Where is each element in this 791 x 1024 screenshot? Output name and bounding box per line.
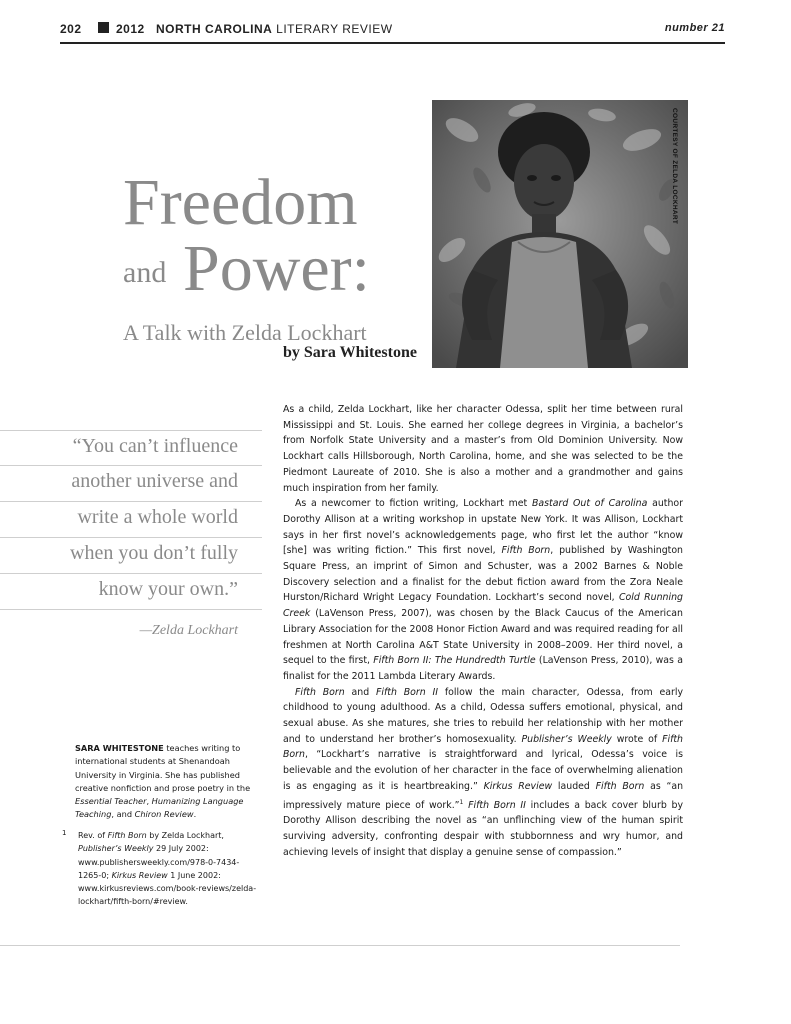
subtitle: A Talk with Zelda Lockhart xyxy=(123,320,367,345)
publication-title: Publisher’s Weekly xyxy=(78,844,154,854)
book-title: Fifth Born II xyxy=(468,799,526,811)
pull-quote-line: know your own.” xyxy=(0,574,262,610)
author-bio xyxy=(75,742,257,822)
publication-title: Kirkus Review xyxy=(483,780,553,792)
text-run: wrote of xyxy=(611,733,663,745)
footnote-url[interactable]: 1 June 2002: www.kirkusreviews.com/book-reviews/zelda-lockhart/fifth-born/#review. xyxy=(78,870,257,907)
pull-quote-line: when you don’t fully xyxy=(0,538,262,574)
bottom-rule xyxy=(0,945,680,946)
footnote-url[interactable]: 29 July 2002: www.publishersweekly.com/978-0-7434-1265-0; xyxy=(78,844,240,880)
pull-quote-attribution: —Zelda Lockhart xyxy=(139,623,238,638)
text-run: , published by Washington Square Press, an imprint of Simon and Schuster, was a 2002 Barnes & Noble Discovery selection and a finalist for the debut fiction award from the Zora Neale Hurston/Richard Wright Legacy Foundation. Lockhart’s second novel, xyxy=(283,545,684,604)
photo-credit xyxy=(668,108,680,258)
author-photo xyxy=(432,100,688,368)
title-line-2: Power: xyxy=(183,232,370,305)
footnote xyxy=(62,829,257,909)
text-run: teaches writing to international students at Shenandoah University in Virginia. She has published creative nonfiction and prose poetry in the xyxy=(75,743,251,793)
header-square-ornament xyxy=(98,22,109,33)
bio-author-name: SARA WHITESTONE xyxy=(75,743,164,753)
journal-name xyxy=(156,22,393,36)
journal-name-rest: LITERARY REVIEW xyxy=(272,22,393,36)
text-run: , and xyxy=(111,809,135,820)
book-title: Fifth Born xyxy=(295,686,345,698)
running-header xyxy=(60,18,725,44)
title-line-1: Freedom xyxy=(123,166,358,239)
book-title: Fifth Born II xyxy=(375,686,439,698)
pull-quote-line: write a whole world xyxy=(0,502,262,538)
book-title: Fifth Born xyxy=(283,733,683,761)
book-title: Cold Running Creek xyxy=(283,592,683,620)
text-run: by Zelda Lockhart, xyxy=(146,831,224,840)
text-run: As a newcomer to fiction writing, Lockhart met xyxy=(295,498,532,510)
pull-quote-line: another universe and xyxy=(0,466,262,502)
book-title: Fifth Born II: The Hundredth Turtle xyxy=(373,655,536,667)
body-paragraph-3 xyxy=(283,685,683,861)
publication-title: Kirkus Review xyxy=(111,870,168,880)
text-run: author Dorothy Allison at a writing workshop in upstate New York. It was Allison, Lockhart says in her first novel’s acknowledgements page, who first let the author “know [she] was writing fiction.” This first novel, xyxy=(283,498,683,557)
publication-title: Humanizing Language Teaching xyxy=(75,796,244,820)
text-run: . xyxy=(193,809,197,820)
pull-quote-line: “You can’t influence xyxy=(0,430,262,466)
book-title: Fifth Born xyxy=(501,545,551,557)
publication-title: Publisher’s Weekly xyxy=(521,733,612,745)
book-title: Bastard Out of Carolina xyxy=(531,498,648,510)
text-run: follow the main character, Odessa, from early childhood to young adulthood. As a child, Odessa suffers emotional, physical, and sexual abuse. As she matures, she tries to rebuild her relationship with her mother and to understand her brother’s homosexuality. xyxy=(283,686,684,745)
text-run: , xyxy=(146,796,152,807)
text-run: includes a back cover blurb by Dorothy Allison describing the novel as “an unflinching view of the human spirit surviving adversity, confronting despair with stubbornness and wry humor, and achieving levels of insight that display a genuine sense of compassion.” xyxy=(283,799,683,858)
book-title: Fifth Born xyxy=(595,780,645,792)
footnote-mark: 1 xyxy=(62,829,67,837)
text-run: lauded xyxy=(552,780,596,792)
byline: by Sara Whitestone xyxy=(283,344,417,361)
body-paragraph-2 xyxy=(283,496,683,684)
text-run: (LaVenson Press, 2010), was a finalist for the 2011 Lambda Literary Awards. xyxy=(283,655,683,682)
text-run: Rev. of xyxy=(78,831,108,840)
footnote-text xyxy=(78,829,257,909)
pull-quote xyxy=(0,430,262,610)
header-year: 2012 xyxy=(116,22,145,36)
text-run: , “Lockhart’s narrative is straightforward and lyrical, Odessa’s voice is believable and the evolution of her character in the face of overwhelming alienation is as engaging as it is heartbreaking.” xyxy=(283,749,683,792)
title-and: and xyxy=(123,256,167,289)
journal-name-strong: NORTH CAROLINA xyxy=(156,22,273,36)
publication-title: Chiron Review xyxy=(134,809,194,820)
issue-number: number 21 xyxy=(664,22,725,34)
publication-title: Essential Teacher xyxy=(75,796,147,807)
photo-credit-text: COURTESY OF ZELDA LOCKHART xyxy=(671,108,678,225)
author-photo-illustration xyxy=(432,100,688,368)
article-body xyxy=(283,402,683,861)
body-paragraph-1: As a child, Zelda Lockhart, like her character Odessa, split her time between rural Mississippi and St. Louis. She earned her college degrees in Virginia, a bachelor’s from Norfolk State University and a master’s from Old Dominion University. Now Lockhart calls Hillsborough, North Carolina, home, and she was selected to be the Piedmont Laureate of 2010. She is also a mother and a grandmother and gains much inspiration from her family. xyxy=(283,404,683,494)
text-run: as “an impressively mature piece of work.” xyxy=(283,780,684,811)
page-number: 202 xyxy=(60,22,82,36)
header-rule xyxy=(60,42,725,44)
book-title: Fifth Born xyxy=(107,831,147,840)
footnote-reference[interactable]: 1 xyxy=(459,798,464,806)
text-run: (LaVenson Press, 2007), was chosen by the Black Caucus of the American Library Association for the 2008 Honor Fiction Award and was required reading for all freshmen at North Carolina A&T State University in 2008–2009. Her third novel, a sequel to the first, xyxy=(283,608,683,667)
text-run: and xyxy=(344,686,376,698)
